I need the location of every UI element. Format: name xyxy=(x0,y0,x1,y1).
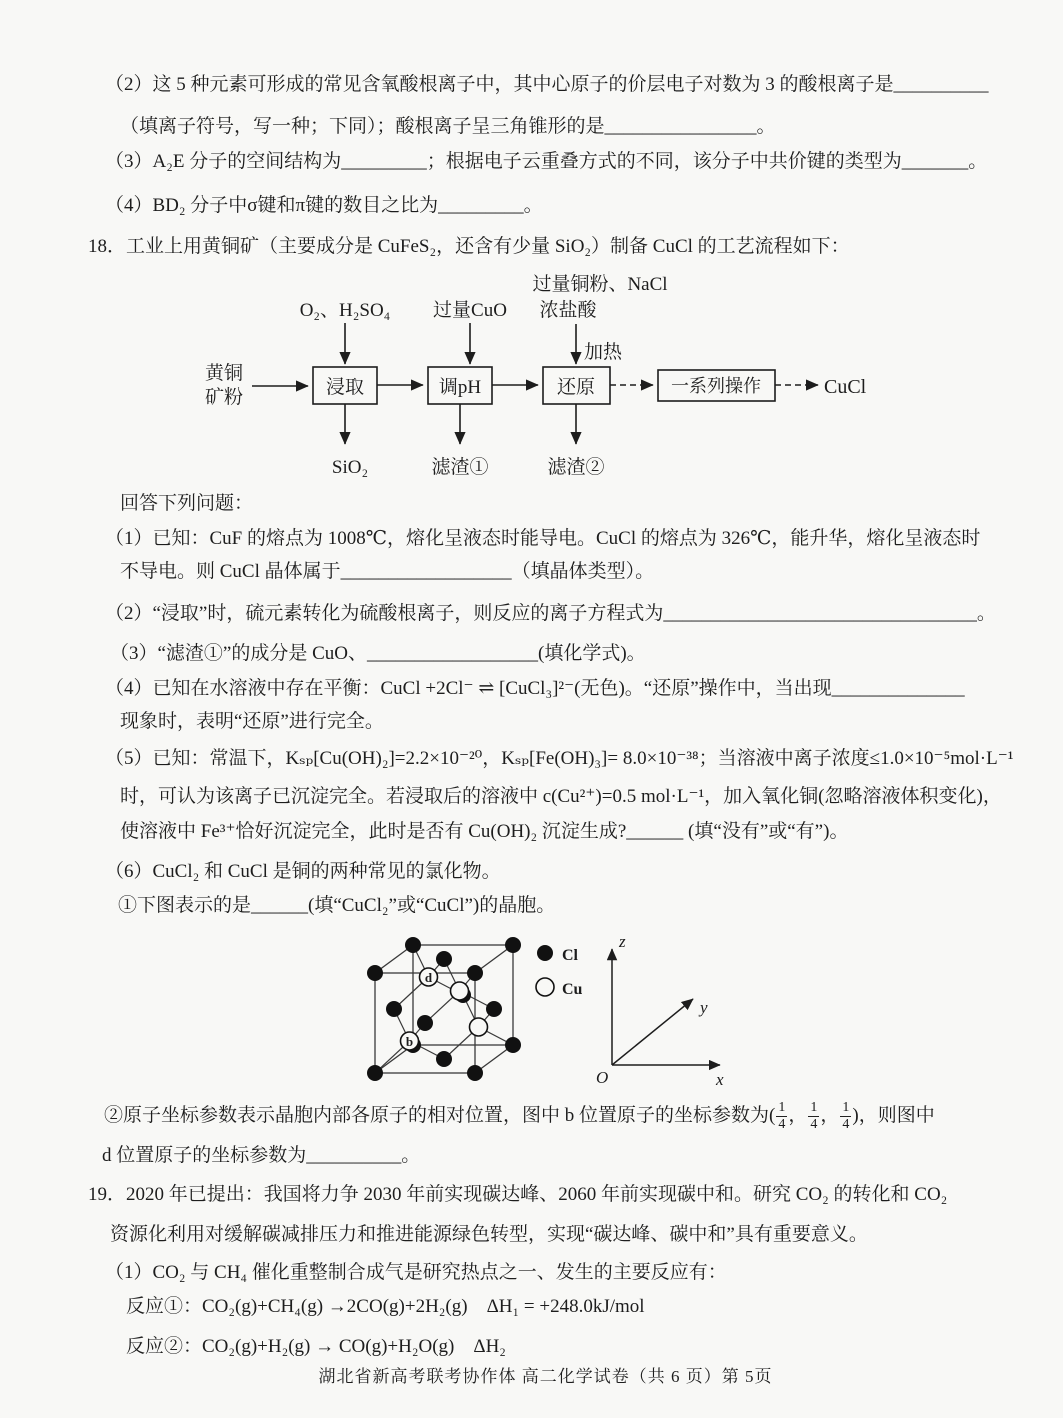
flow-reagent-cuo: 过量CuO xyxy=(433,300,507,321)
q18-stem: 18．工业上用黄铜矿（主要成分是 CuFeS₂，还含有少量 SiO₂）制备 CuCl 的工艺流程如下： xyxy=(88,236,850,257)
fraction-one-quarter: $\frac{1}{4}$ xyxy=(842,1100,850,1132)
flow-reagent-cu-nacl: 过量铜粉、NaCl xyxy=(532,274,668,295)
q18-part1-line2: 不导电。则 CuCl 晶体属于__________________（填晶体类型）。 xyxy=(120,561,655,582)
q19-reaction1: 反应①：CO₂(g)+CH₄(g) →2CO(g)+2H₂(g) ΔH₁ = +248.0kJ/mol xyxy=(126,1296,645,1317)
q19-stem-line2: 资源化利用对缓解碳减排压力和推进能源绿色转型，实现“碳达峰、碳中和”具有重要意义。 xyxy=(110,1224,868,1245)
axis-origin-label: O xyxy=(596,1068,609,1087)
flow-reagent-hcl: 浓盐酸 xyxy=(539,300,597,321)
q18-part4-line2: 现象时，表明“还原”进行完全。 xyxy=(120,711,384,732)
fraction-separator: ， xyxy=(788,1105,808,1126)
q18-part6: （6）CuCl₂ 和 CuCl 是铜的两种常见的氯化物。 xyxy=(105,861,501,882)
fraction-one-quarter: $\frac{1}{4}$ xyxy=(810,1100,818,1132)
q18-part3: （3）“滤渣①”的成分是 CuO、__________________(填化学式)。 xyxy=(110,643,646,664)
flow-out-residue1: 滤渣① xyxy=(431,457,489,478)
flow-source-line2: 矿粉 xyxy=(205,387,244,408)
q18-part6-sub1: ①下图表示的是______(填“CuCl₂”或“CuCl”)的晶胞。 xyxy=(118,895,556,916)
coord-param-suffix: )，则图中 xyxy=(852,1105,935,1126)
coord-param-prefix: ②原子坐标参数表示晶胞内部各原子的相对位置，图中 b 位置原子的坐标参数为( xyxy=(104,1105,776,1126)
fraction-separator: ， xyxy=(820,1105,840,1126)
legend-cl-label: Cl xyxy=(562,947,578,964)
fraction-one-quarter: $\frac{1}{4}$ xyxy=(778,1100,786,1132)
q18-part4-line1: （4）已知在水溶液中存在平衡：CuCl +2Cl⁻ ⇌ [CuCl₃]²⁻(无色)。“还原”操作中，当出现______________ xyxy=(105,678,965,699)
q18-part5-line1: （5）已知：常温下，Kₛₚ[Cu(OH)₂]=2.2×10⁻²⁰，Kₛₚ[Fe(OH)₃]= 8.0×10⁻³⁸；当溶液中离子浓度≤1.0×10⁻⁵mol·L⁻¹ xyxy=(105,748,1014,769)
q17-part2-line2: （填离子符号，写一种；下同）；酸根离子呈三角锥形的是________________。 xyxy=(120,116,776,137)
q18-part1-line1: （1）已知：CuF 的熔点为 1008℃，熔化呈液态时能导电。CuCl 的熔点为 326℃，能升华，熔化呈液态时 xyxy=(105,528,981,549)
q18-part5-line2: 时，可认为该离子已沉淀完全。若浸取后的溶液中 c(Cu²⁺)=0.5 mol·L⁻¹，加入氧化铜(忽略溶液体积变化)， xyxy=(120,786,1002,807)
flow-product-label: CuCl xyxy=(824,376,867,398)
legend-cu-icon xyxy=(536,978,554,996)
axis-y-label: y xyxy=(700,998,708,1017)
atom-label-b: b xyxy=(405,1034,414,1049)
q17-part4: （4）BD₂ 分子中σ键和π键的数目之比为_________。 xyxy=(105,195,543,216)
flow-reagent-o2-h2so4: O₂、H₂SO₄ xyxy=(299,300,391,321)
axis-z-label: z xyxy=(619,932,626,951)
q18-part6-sub2-line1 xyxy=(104,1094,1003,1138)
q18-part2: （2）“浸取”时，硫元素转化为硫酸根离子，则反应的离子方程式为_________________________________。 xyxy=(105,603,996,624)
q17-part2-line1: （2）这 5 种元素可形成的常见含氧酸根离子中，其中心原子的价层电子对数为 3 的酸根离子是__________ xyxy=(105,74,989,95)
axis-x-label: x xyxy=(716,1070,724,1089)
flow-source-line1: 黄铜 xyxy=(205,363,244,384)
q18-answer-prompt: 回答下列问题： xyxy=(120,493,254,514)
q17-part3: （3）A₂E 分子的空间结构为_________；根据电子云重叠方式的不同，该分子中共价键的类型为_______。 xyxy=(105,151,988,172)
page-footer: 湖北省新高考联考协作体 高二化学试卷（共 6 页）第 5页 xyxy=(318,1367,773,1386)
flow-out-sio2: SiO₂ xyxy=(331,457,369,478)
crystal-cell-figure xyxy=(360,925,740,1090)
q19-stem-line1: 19．2020 年已提出：我国将力争 2030 年前实现碳达峰、2060 年前实现碳中和。研究 CO₂ 的转化和 CO₂ xyxy=(88,1184,948,1205)
flow-step-ph-label: 调pH xyxy=(438,377,482,398)
legend-cu-label: Cu xyxy=(562,981,583,998)
q19-reaction2: 反应②：CO₂(g)+H₂(g) → CO(g)+H₂O(g) ΔH₂ xyxy=(126,1336,506,1357)
flow-step-ops-label: 一系列操作 xyxy=(671,376,761,396)
flow-step-reduce-label: 还原 xyxy=(556,377,596,398)
atom-label-d: d xyxy=(424,970,433,985)
flow-step-leach-label: 浸取 xyxy=(325,377,365,398)
q18-part6-sub2-line2: d 位置原子的坐标参数为__________。 xyxy=(102,1145,421,1166)
legend-cl-icon xyxy=(537,945,553,961)
process-flow-diagram xyxy=(180,266,880,486)
q18-part5-line3: 使溶液中 Fe³⁺恰好沉淀完全，此时是否有 Cu(OH)₂ 沉淀生成?______ (填“没有”或“有”)。 xyxy=(120,821,849,842)
q19-part1: （1）CO₂ 与 CH₄ 催化重整制合成气是研究热点之一、发生的主要反应有： xyxy=(105,1262,727,1283)
flow-out-residue2: 滤渣② xyxy=(547,457,605,478)
flow-heat-label: 加热 xyxy=(584,342,623,363)
